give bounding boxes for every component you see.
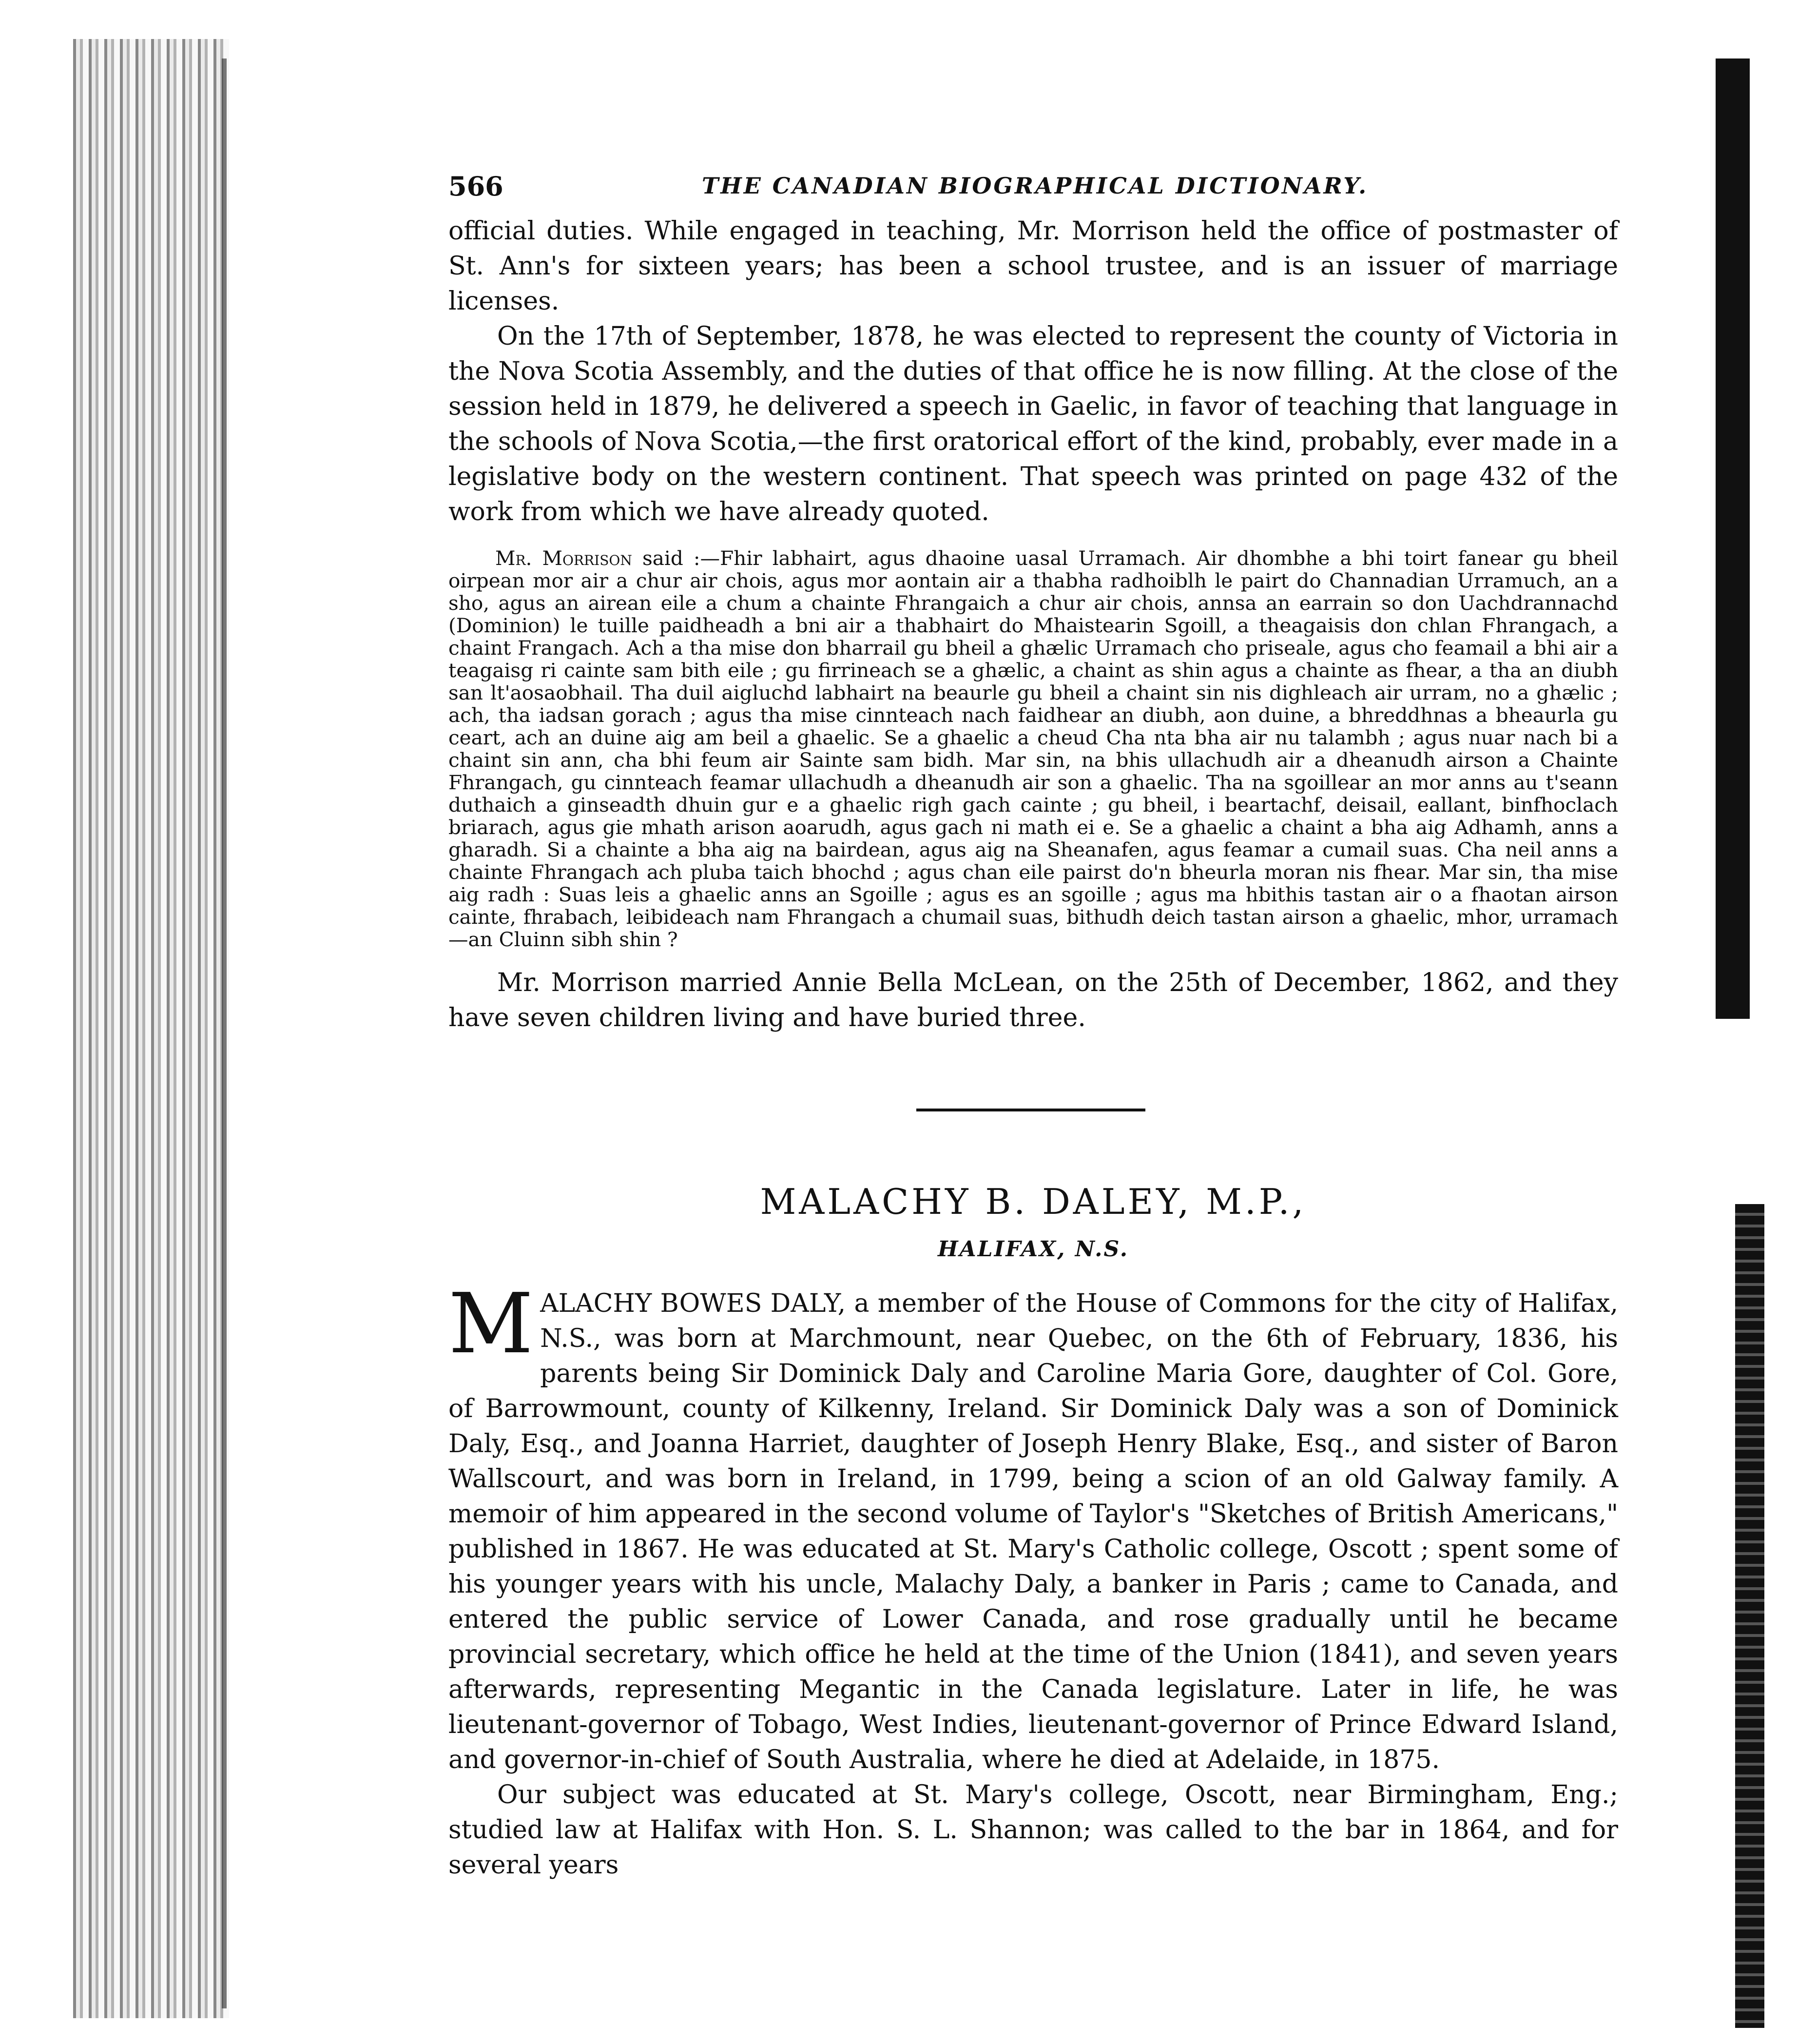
biography-paragraph-1-text: ALACHY BOWES DALY, a member of the House of Commons for the city of Halifax, N.S., was born at Marchmount, near Quebec, on the 6th of February, 1836, his parents being Sir Dominick Daly and Caroline Maria Gore, daughter of Col. Gore, of Barrowmount, county of Kilkenny, Ireland. Sir Dominick Daly was a son of Dominick Daly, Esq., and Joanna Harriet, daughter of Joseph Henry Blake, Esq., and sister of Baron Wallscourt, and was born in Ireland, in 1799, being a scion of an old Galway family. A memoir of him appeared in the second volume of Taylor's "Sketches of British Americans," published in 1867. He was educated at St. Mary's Catholic college, Oscott ; spent some of his younger years with his uncle, Malachy Daly, a banker in Paris ; came to Canada, and entered the public service of Lower Canada, and rose gradually until he became provincial secretary, which office he held at the time of the Union (1841), and seven years afterwards, representing Megantic in the Canada legislature. Later in life, he was lieutenant-governor of Tobago, West Indies, lieutenant-governor of Prince Edward Island, and governor-in-chief of South Australia, where he died at Adelaide, in 1875. — [448, 1289, 1618, 1774]
section-divider — [916, 1109, 1145, 1111]
page-header — [448, 171, 1618, 205]
paragraph-official-duties: official duties. While engaged in teaching, Mr. Morrison held the office of postmaster of St. Ann's for sixteen years; has been a school trustee, and is an issuer of marriage licenses. — [448, 216, 1618, 316]
running-title: THE CANADIAN BIOGRAPHICAL DICTIONARY. — [702, 173, 1369, 199]
biography-paragraph-1 — [448, 1276, 1618, 1777]
biography-paragraph-2: Our subject was educated at St. Mary's college, Oscott, near Birmingham, Eng.; studied law at Halifax with Hon. S. L. Shannon; was called to the bar in 1864, and for several years — [448, 1780, 1618, 1880]
paragraph-marriage: Mr. Morrison married Annie Bella McLean, on the 25th of December, 1862, and they have seven children living and have buried three. — [448, 968, 1618, 1032]
scan-right-border — [1716, 58, 1750, 1019]
drop-cap: M — [448, 1276, 534, 1372]
gaelic-speech-quote — [448, 547, 1618, 951]
book-page — [448, 171, 1618, 1926]
biography-place: HALIFAX, N.S. — [937, 1237, 1129, 1262]
biography-title: MALACHY B. DALEY, M.P., — [760, 1181, 1307, 1222]
quote-speaker: Mr. Morrison — [495, 546, 632, 570]
scan-right-border-lower — [1735, 1204, 1764, 2028]
scan-edge-line — [222, 58, 227, 2008]
quote-text: said :—Fhir labhairt, agus dhaoine uasal Urramach. Air dhombhe a bhi toirt fanear gu bheil oirpean mor air a chur air chois, agus mor aontain air a thabha radhoiblh le pairt do Channadian Urramuch, an a sho, agus an airean eile a chum a chainte Fhrangaich a chur air chois, annsa an earrain so don Uachdrannachd (Dominion) le tuille paidheadh a bni air a thabhairt do Mhaistearin Sgoill, a theagaisis don chlan Fhrangach, a chaint Frangach. Ach a tha mise don bharrail gu bheil a ghælic Urramach cho priseale, agus cho feamail a bhi air a teagaisg ri cainte sam bith eile ; gu firrineach se a ghælic, a chaint as shin agus a chainte as fhear, a tha an diubh san lt'aosaobhail. Tha duil aigluchd labhairt na beaurle gu bheil a chaint sin nis dighleach air urram, no a ghælic ; ach, tha iadsan gorach ; agus tha mise cinnteach nach faidhear an diubh, aon duine, a bhreddhnas a bheaurla gu ceart, ach an duine aig am beil a ghaelic. Se a ghaelic a cheud Cha nta bha air nu talambh ; agus nuar nach bi a chaint sin ann, cha bhi feum air Sainte sam bidh. Mar sin, na bhis ullachudh air a dheanudh airson a Chainte Fhrangach, gu cinnteach feamar ullachudh a dheanudh air son a ghaelic. Tha na sgoillear an mor anns au t'seann duthaich a ginseadth dhuin gur e a ghaelic righ gach cainte ; gu bheil, i beartachf, deisail, eallant, binfhoclach briarach, agus gie mhath arison aoarudh, agus gach ni math ei e. Se a ghaelic a chaint a bha aig Adhamh, anns a gharadh. Si a chainte a bha aig na bairdean, agus aig na Sheanafen, agus feamar a cumail suas. Cha neil anns a chainte Fhrangach ach pluba taich bhochd ; agus chan eile pairst do'n bheurla moran nis fhear. Mar sin, tha mise aig radh : Suas leis a ghaelic anns an Sgoille ; agus es an sgoille ; agus ma hbithis tastan air o a fhaotan airson cainte, fhrabach, leibideach nam Fhrangach a chumail suas, bithudh deich tastan airson a ghaelic, mhor, urramach—an Cluinn sibh shin ? — [448, 546, 1618, 951]
paragraph-election: On the 17th of September, 1878, he was elected to represent the county of Victoria in the Nova Scotia Assembly, and the duties of that office he is now filling. At the close of the session held in 1879, he delivered a speech in Gaelic, in favor of teaching that language in the schools of Nova Scotia,—the first oratorical effort of the kind, probably, ever made in a legislative body on the western continent. That speech was printed on page 432 of the work from which we have already quoted. — [448, 322, 1618, 526]
page-number: 566 — [448, 171, 503, 202]
scan-edge-shadow — [73, 39, 229, 2018]
